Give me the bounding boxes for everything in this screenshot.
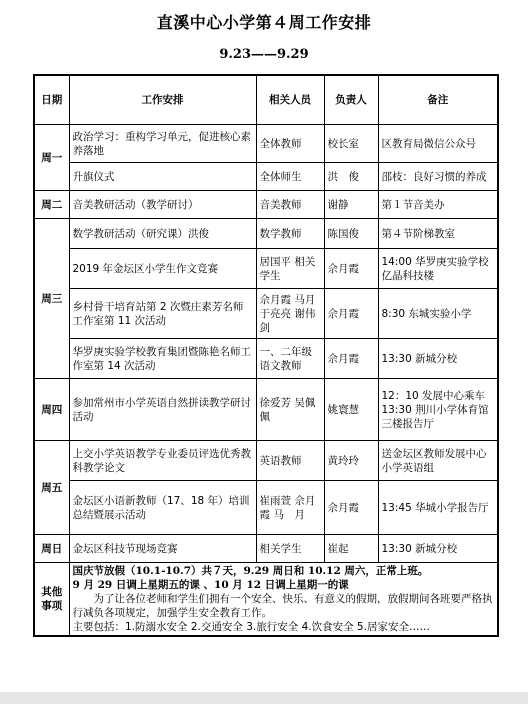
owner-cell: 黄玲玲 xyxy=(324,441,378,481)
notes-cell: 12：10 发展中心乘车 13:30 荆川小学体育馆三楼报告厅 xyxy=(378,379,498,441)
table-row xyxy=(34,441,498,481)
owner-cell: 佘月霞 xyxy=(324,249,378,289)
owner-cell: 崔起 xyxy=(324,535,378,563)
work-cell: 华罗庚实验学校教育集团暨陈艳名师工作室第 14 次活动 xyxy=(69,339,256,379)
other-label-cell xyxy=(34,563,69,637)
owner-cell: 佘月霞 xyxy=(324,339,378,379)
owner-cell: 洪 俊 xyxy=(324,163,378,191)
work-cell: 乡村骨干培育站第 2 次暨庄素芳名师工作室第 11 次活动 xyxy=(69,289,256,339)
people-cell: 徐爱芳 吴佩佩 xyxy=(256,379,324,441)
people-cell: 全体师生 xyxy=(256,163,324,191)
other-label-line1: 其他 xyxy=(41,586,63,598)
notes-cell: 13:45 华城小学报告厅 xyxy=(378,481,498,535)
notes-cell: 第４节阶梯教室 xyxy=(378,219,498,249)
people-cell: 佘月霞 马月 于亮亮 谢伟剑 xyxy=(256,289,324,339)
notes-cell: 13:30 新城分校 xyxy=(378,535,498,563)
day-cell: 周二 xyxy=(34,191,69,219)
day-cell: 周一 xyxy=(34,125,69,191)
other-body-cell xyxy=(69,563,498,637)
people-cell: 一、二年级语文教师 xyxy=(256,339,324,379)
class-swap-notice: 9 月 29 日调上星期五的课 、10 月 12 日调上星期一的课 xyxy=(72,579,349,591)
people-cell: 居国平 相关学生 xyxy=(256,249,324,289)
work-cell: 金坛区科技节现场竞赛 xyxy=(69,535,256,563)
work-cell: 参加常州市小学英语自然拼读教学研讨活动 xyxy=(69,379,256,441)
table-row xyxy=(34,289,498,339)
header-people: 相关人员 xyxy=(256,75,324,125)
owner-cell: 姚寰慧 xyxy=(324,379,378,441)
owner-cell: 谢静 xyxy=(324,191,378,219)
safety-notice: 为了让各位老师和学生们拥有一个安全、快乐、有意义的假期，放假期间各班要严格执行减负各项规定，加强学生安全教育工作。 xyxy=(72,593,493,619)
notes-cell: 第１节音美办 xyxy=(378,191,498,219)
day-cell: 周日 xyxy=(34,535,69,563)
work-cell: 政治学习：重构学习单元，促进核心素养落地 xyxy=(69,125,256,163)
people-cell: 相关学生 xyxy=(256,535,324,563)
table-row xyxy=(34,379,498,441)
table-row xyxy=(34,191,498,219)
owner-cell: 佘月霞 xyxy=(324,481,378,535)
notes-cell: 8:30 东城实验小学 xyxy=(378,289,498,339)
schedule-table xyxy=(33,74,499,637)
notes-cell: 区教育局微信公众号 xyxy=(378,125,498,163)
other-row xyxy=(34,563,498,637)
work-cell: 升旗仪式 xyxy=(69,163,256,191)
people-cell: 音美教师 xyxy=(256,191,324,219)
notes-cell: 14:00 华罗庚实验学校亿晶科技楼 xyxy=(378,249,498,289)
safety-items: 主要包括：1.防溺水安全 2.交通安全 3.旅行安全 4.饮食安全 5.居家安全…… xyxy=(72,621,430,633)
owner-cell: 陈国俊 xyxy=(324,219,378,249)
day-cell: 周五 xyxy=(34,441,69,535)
owner-cell: 校长室 xyxy=(324,125,378,163)
table-row xyxy=(34,535,498,563)
table-row xyxy=(34,339,498,379)
table-row xyxy=(34,163,498,191)
work-cell: 金坛区小语新教师（17、18 年）培训总结暨展示活动 xyxy=(69,481,256,535)
people-cell: 英语教师 xyxy=(256,441,324,481)
table-row xyxy=(34,249,498,289)
holiday-notice: 国庆节放假（10.1-10.7）共７天，9.29 周日和 10.12 周六，正常上班。 xyxy=(72,565,429,577)
header-owner: 负责人 xyxy=(324,75,378,125)
table-row xyxy=(34,481,498,535)
people-cell: 数学教师 xyxy=(256,219,324,249)
header-row xyxy=(34,75,498,125)
bottom-strip xyxy=(0,692,528,704)
work-cell: 2019 年金坛区小学生作文竞赛 xyxy=(69,249,256,289)
notes-cell: 邵枝：良好习惯的养成 xyxy=(378,163,498,191)
date-range: 9.23——9.29 xyxy=(219,47,309,62)
people-cell: 崔雨萱 佘月霞 马 月 xyxy=(256,481,324,535)
people-cell: 全体教师 xyxy=(256,125,324,163)
header-notes: 备注 xyxy=(378,75,498,125)
owner-cell: 佘月霞 xyxy=(324,289,378,339)
notes-cell: 13:30 新城分校 xyxy=(378,339,498,379)
table-row xyxy=(34,125,498,163)
work-cell: 音美教研活动（教学研讨） xyxy=(69,191,256,219)
work-cell: 数学教研活动（研究课）洪俊 xyxy=(69,219,256,249)
table-row xyxy=(34,219,498,249)
day-cell: 周三 xyxy=(34,219,69,379)
other-label-line2: 事项 xyxy=(41,600,63,612)
work-cell: 上交小学英语教学专业委员评选优秀教科教学论文 xyxy=(69,441,256,481)
day-cell: 周四 xyxy=(34,379,69,441)
notes-cell: 送金坛区教师发展中心小学英语组 xyxy=(378,441,498,481)
header-work: 工作安排 xyxy=(69,75,256,125)
page-title: 直溪中心小学第４周工作安排 xyxy=(156,13,372,32)
header-day: 日期 xyxy=(34,75,69,125)
